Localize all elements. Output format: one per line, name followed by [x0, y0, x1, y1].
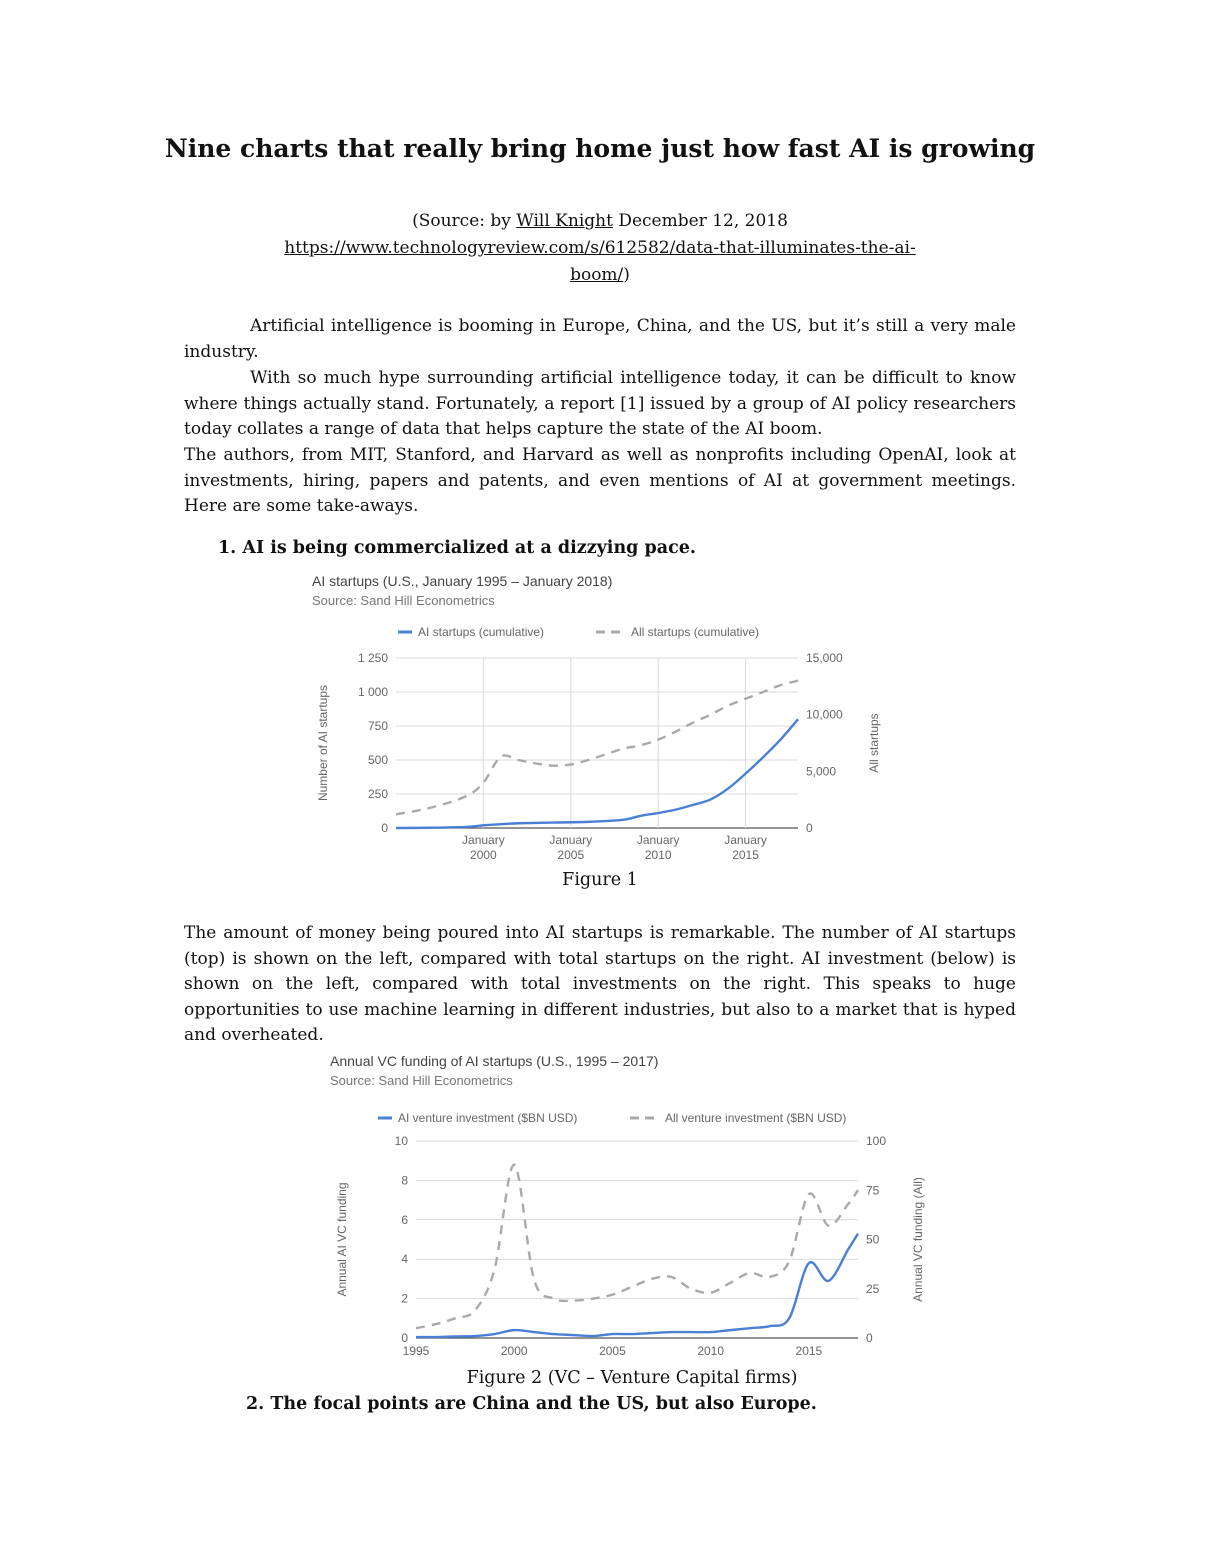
legend-label-all: All startups (cumulative) [631, 625, 760, 639]
y2-tick-label: 0 [866, 1331, 873, 1345]
y-axis-title: Number of AI startups [316, 684, 330, 802]
x-tick-label: January [636, 833, 680, 847]
y-tick-label: 4 [401, 1252, 408, 1267]
y2-tick-label: 25 [866, 1281, 880, 1296]
y2-tick-label: 5,000 [806, 764, 837, 779]
source-close: ) [623, 265, 630, 285]
y-tick-label: 750 [367, 719, 388, 733]
x-tick-label: January [462, 833, 505, 847]
y2-tick-label: 100 [866, 1134, 887, 1148]
x-tick-label: 2010 [697, 1344, 725, 1358]
y-tick-label: 2 [401, 1291, 408, 1306]
legend-label-ai: AI startups (cumulative) [418, 625, 545, 639]
x-tick-label: 2015 [795, 1344, 823, 1358]
y-tick-label: 500 [367, 753, 388, 767]
source-prefix: (Source: by [412, 211, 517, 231]
x-tick-label: 1995 [402, 1344, 430, 1358]
y-tick-label: 8 [401, 1173, 408, 1188]
source-date: December 12, 2018 [612, 211, 788, 231]
y-axis-title: Annual AI VC funding [335, 1182, 349, 1297]
figure-1-caption: Figure 1 [562, 870, 638, 890]
y-tick-label: 250 [367, 787, 388, 801]
section-heading-1: 1. AI is being commercialized at a dizzying pace. [218, 538, 696, 558]
x-tick-label: January [549, 833, 593, 847]
y2-tick-label: 50 [866, 1232, 880, 1247]
y2-tick-label: 10,000 [806, 707, 843, 722]
series-line-ai [396, 719, 798, 828]
vc-funding-chart [320, 1048, 925, 1366]
y2-tick-label: 15,000 [806, 651, 843, 665]
article-title: Nine charts that really bring home just how fast AI is growing [164, 134, 1036, 163]
x-tick-label: 2010 [644, 848, 672, 862]
paragraph-hype: With so much hype surrounding artificial intelligence today, it can be difficult to know where things actually stand. Fortunately, a report [1] issued by a group of AI policy researchers today collates a range of data that helps capture the state of the AI boom. [184, 368, 1016, 439]
author-link[interactable]: Will Knight [516, 211, 613, 231]
chart-subtitle: Source: Sand Hill Econometrics [312, 593, 495, 608]
source-line [0, 211, 1200, 231]
chart-title: AI startups (U.S., January 1995 – January 2018) [312, 573, 613, 589]
y-tick-label: 1 250 [357, 651, 388, 665]
paragraph-intro: Artificial intelligence is booming in Europe, China, and the US, but it’s still a very male industry. [184, 316, 1016, 362]
x-tick-label: 2015 [732, 848, 759, 862]
y2-axis-title: Annual VC funding (All) [911, 1177, 925, 1302]
ai-startups-chart [300, 568, 900, 868]
x-tick-label: 2000 [470, 848, 497, 862]
source-url-link[interactable]: https://www.technologyreview.com/s/612582/data-that-illuminates-the-ai- [284, 238, 916, 258]
source-url-link-cont[interactable]: boom/ [570, 265, 624, 285]
x-tick-label: 2005 [599, 1344, 626, 1358]
source-url-line-2 [0, 265, 1200, 285]
source-url-line [0, 238, 1200, 258]
figure-2-caption: Figure 2 (VC – Venture Capital firms) [466, 1368, 798, 1388]
section-heading-2: 2. The focal points are China and the US, but also Europe. [246, 1394, 817, 1414]
y-tick-label: 1 000 [357, 685, 388, 699]
paragraph-money: The amount of money being poured into AI startups is remarkable. The number of AI startups (top) is shown on the left, compared with total startups on the right. AI investment (below) is shown on the left, compared with total investments on the right. This speaks to huge opportunities to use machine learning in different industries, but also to a market that is hyped and overheated. [184, 923, 1016, 1045]
legend-label-all: All venture investment ($BN USD) [665, 1111, 847, 1125]
y-tick-label: 0 [401, 1331, 408, 1345]
paragraph-authors: The authors, from MIT, Stanford, and Harvard as well as nonprofits including OpenAI, look at investments, hiring, papers and patents, and even mentions of AI at government meetings. Here are some take-aways. [184, 445, 1016, 516]
x-tick-label: 2000 [500, 1344, 528, 1358]
x-tick-label: January [724, 833, 767, 847]
x-tick-label: 2005 [557, 848, 585, 862]
y-tick-label: 10 [394, 1134, 408, 1148]
y2-axis-title: All startups [867, 713, 881, 773]
y2-tick-label: 0 [806, 821, 813, 835]
y-tick-label: 6 [401, 1212, 408, 1227]
chart-title: Annual VC funding of AI startups (U.S., 1995 – 2017) [330, 1053, 659, 1069]
y-tick-label: 0 [381, 821, 388, 835]
y2-tick-label: 75 [866, 1183, 880, 1198]
legend-label-ai: AI venture investment ($BN USD) [398, 1111, 578, 1125]
series-line-all [416, 1165, 858, 1329]
chart-subtitle: Source: Sand Hill Econometrics [330, 1073, 513, 1088]
